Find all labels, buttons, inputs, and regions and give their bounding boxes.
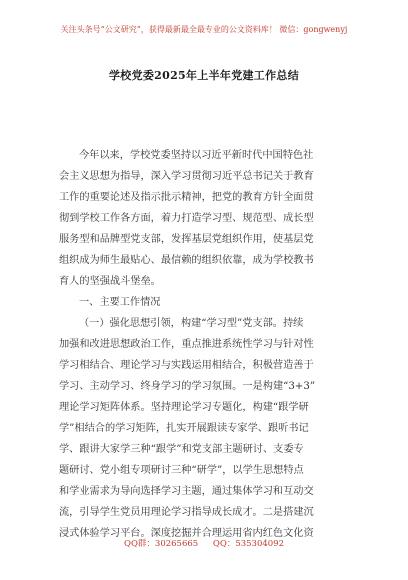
- document-title: 学校党委2025年上半年党建工作总结: [108, 69, 299, 82]
- text-line: 浸式体验学习平台。深度挖掘并合理运用省内红色文化资: [59, 528, 314, 539]
- text-line: 学习、主动学习、终身学习的学习氛围。一是构建“3+3”: [59, 381, 316, 392]
- document-body: [59, 145, 351, 544]
- text-line: 学”相结合的学习矩阵，扎实开展跟读专家学、跟听书记: [59, 423, 309, 434]
- text-line: 学、跟讲大家学三种“跟学”和党支部主题研讨、支委专: [59, 444, 304, 455]
- text-line: （一）强化思想引领，构建“学习型”党支部。持续: [79, 318, 304, 329]
- text-line: 流，引导学生党员用理论学习指导成长成才。二是搭建沉: [59, 507, 314, 518]
- text-line: 和学业需求为导向选择学习主题，通过集体学习和互动交: [59, 486, 314, 497]
- text-line: 加强和改进思想政治工作，重点推进系统性学习与针对性: [59, 339, 314, 350]
- paragraph-intro: [59, 145, 351, 292]
- text-line: 彻到学校工作各方面，着力打造学习型、规范型、成长型: [59, 213, 314, 224]
- header-promo-note: 关注头条号“公文研究”，获得最新最全最专业的公文资料库！ 微信：gongwenyj: [60, 25, 348, 34]
- text-line: 学习相结合、理论学习与实践运用相结合，积极营造善于: [59, 360, 314, 371]
- text-line: 理论学习矩阵体系。坚持理论学习专题化，构建“跟学研: [59, 402, 309, 413]
- paragraph-section-1: [59, 313, 351, 544]
- qq-group-text: QQ群：30265665: [123, 539, 199, 549]
- text-line: 会主义思想为指导，深入学习贯彻习近平总书记关于教育: [59, 171, 314, 182]
- footer-contact: [0, 537, 408, 549]
- text-line: 服务型和品牌型党支部，发挥基层党组织作用，使基层党: [59, 234, 314, 245]
- qq-text: QQ：535304092: [212, 539, 284, 549]
- text-line: 育人的坚强战斗堡垒。: [59, 276, 161, 287]
- section-heading: [59, 292, 351, 313]
- text-line: 今年以来，学校党委坚持以习近平新时代中国特色社: [79, 150, 314, 161]
- text-line: 题研讨、党小组专项研讨三种“研学”，以学生思想特点: [59, 465, 304, 476]
- text-line: 组织成为师生最贴心、最信赖的组织依靠，成为学校教书: [59, 255, 314, 266]
- heading-line: 一、主要工作情况: [79, 297, 161, 308]
- text-line: 工作的重要论述及指示批示精神，把党的教育方针全面贯: [59, 192, 314, 203]
